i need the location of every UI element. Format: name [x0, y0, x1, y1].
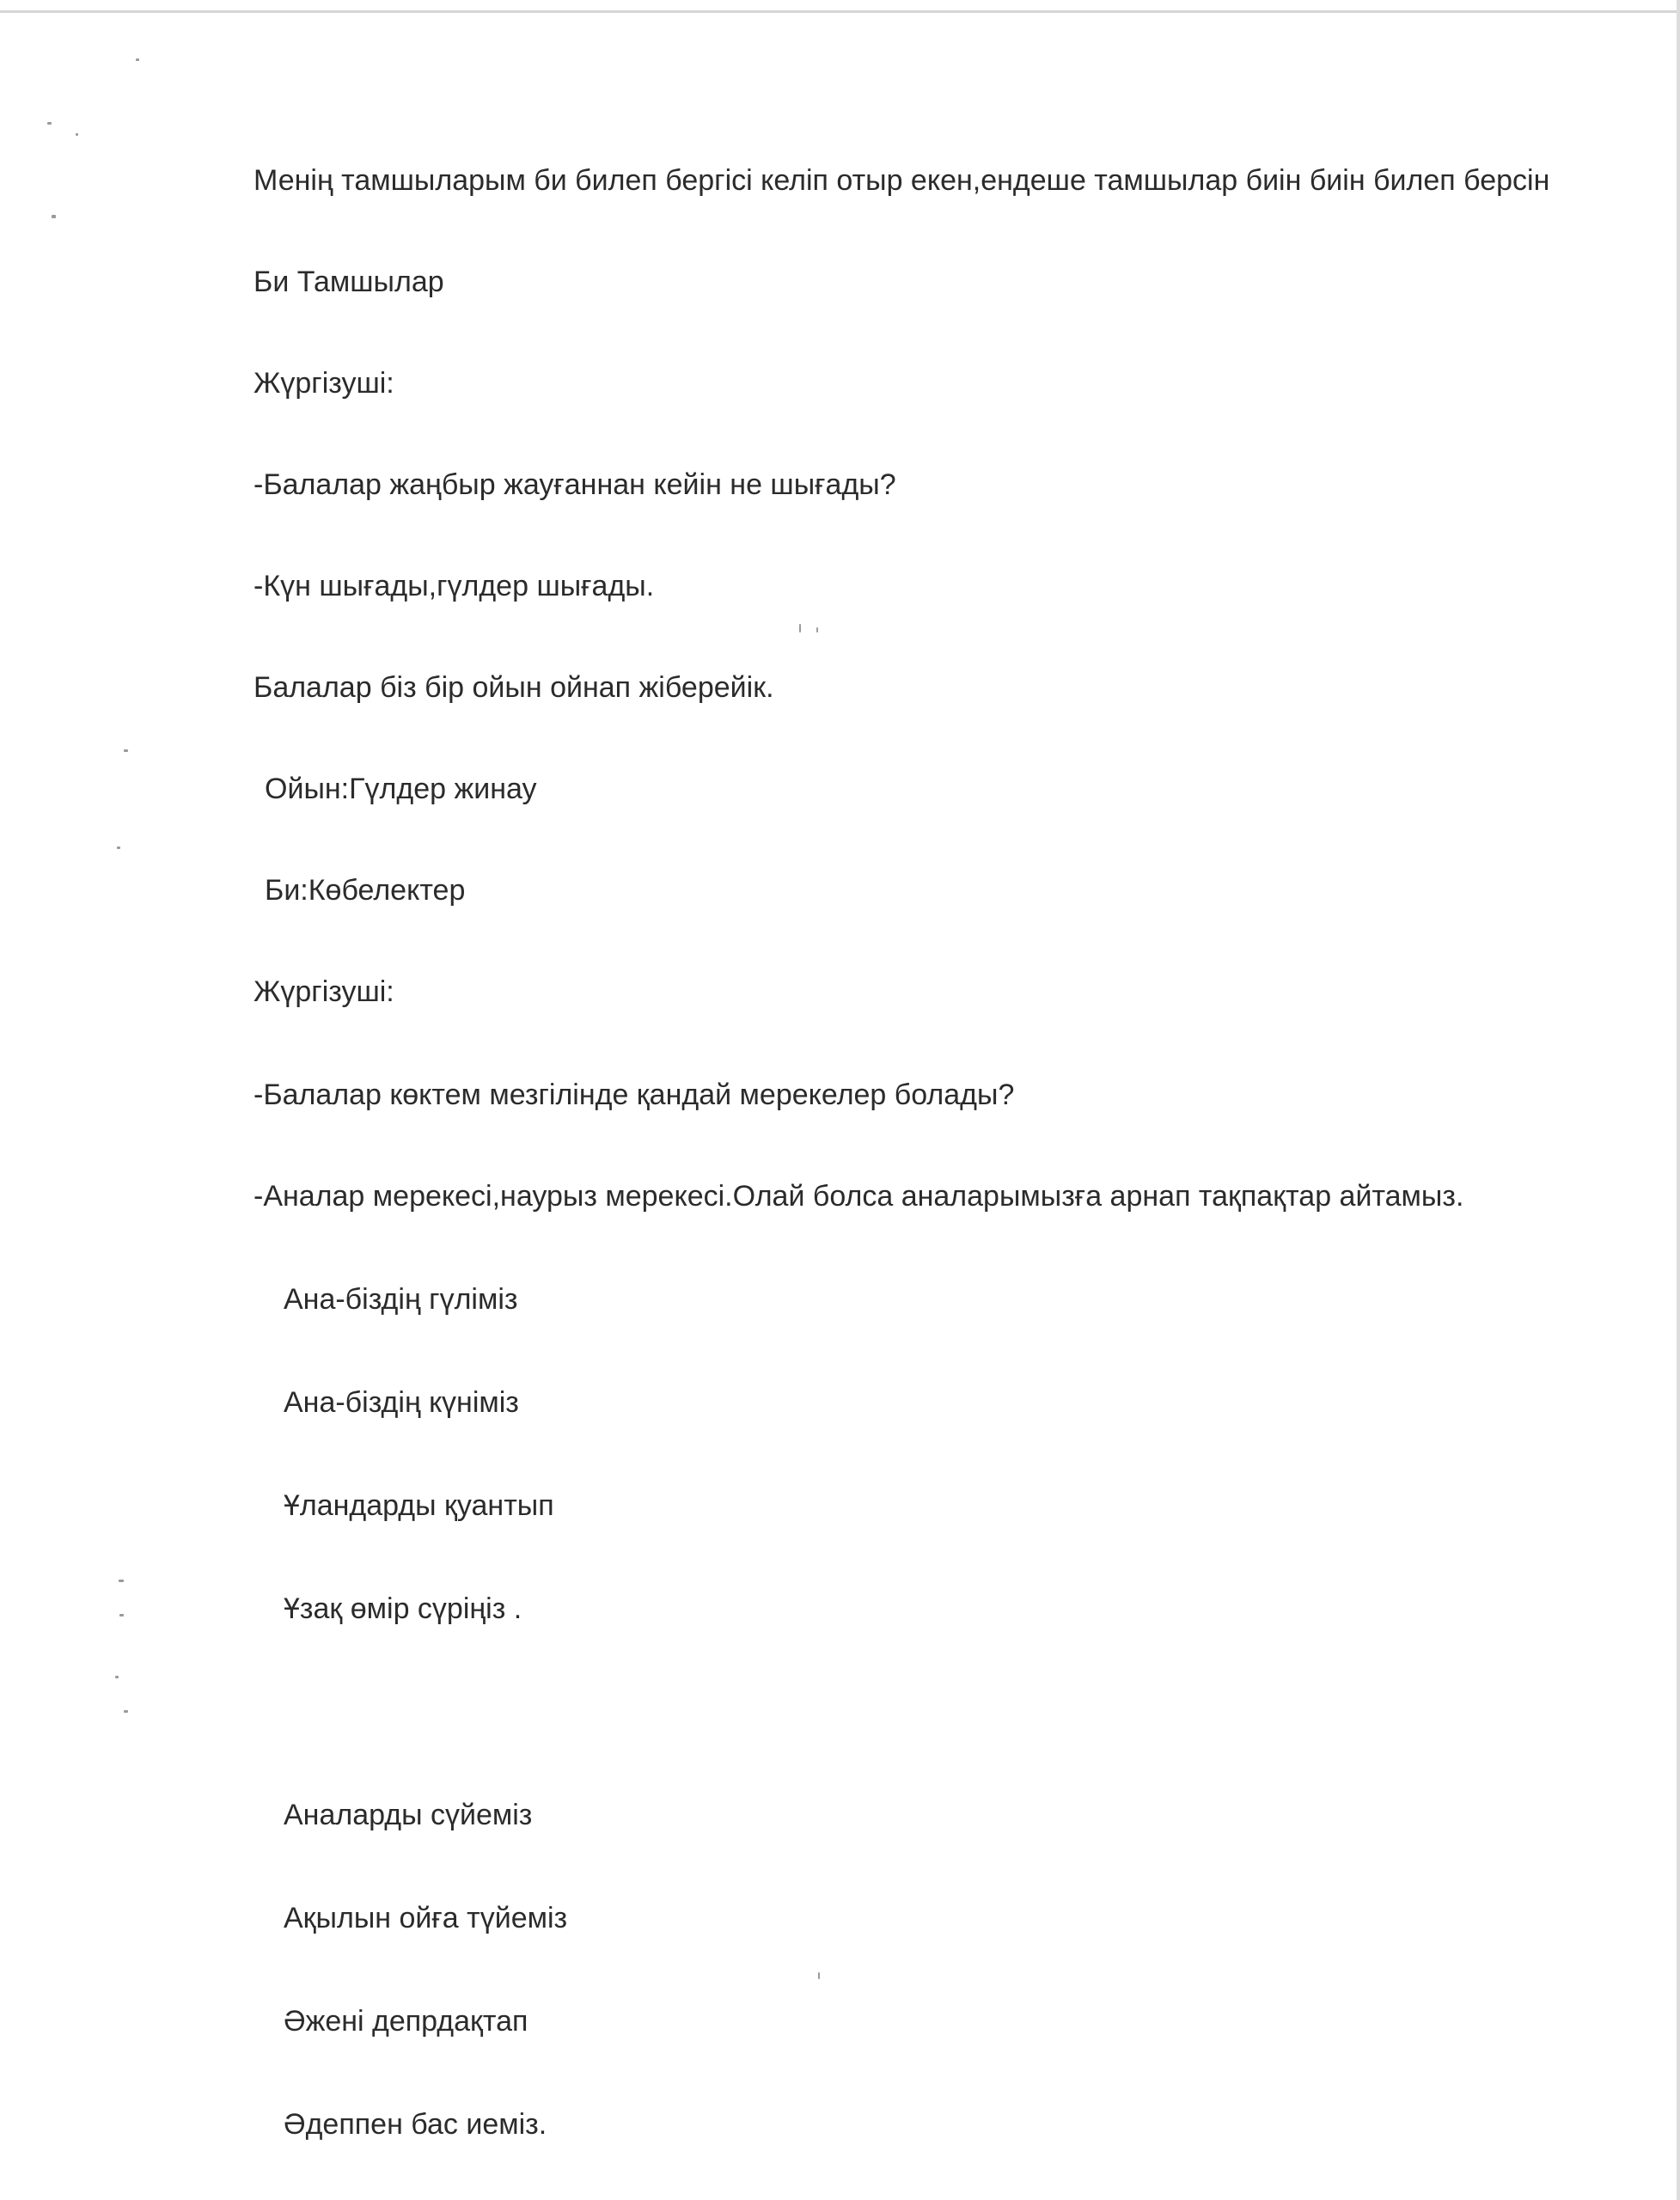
scan-speck — [119, 1614, 124, 1616]
scan-speck — [52, 215, 56, 218]
scan-speck — [124, 1710, 128, 1713]
scan-speck — [816, 627, 818, 632]
scan-speck — [117, 846, 120, 849]
scan-speck — [124, 749, 128, 752]
scan-speck — [115, 1676, 119, 1678]
text-line: Би:Көбелектер — [265, 874, 466, 907]
scan-speck — [799, 624, 801, 632]
text-line: Жүргізуші: — [254, 975, 394, 1008]
text-line: -Күн шығады,гүлдер шығады. — [254, 570, 655, 602]
text-line: Ақылын ойға түйеміз — [284, 1902, 568, 1934]
text-line: Аналарды сүйеміз — [284, 1799, 533, 1831]
text-line: Жүргізуші: — [254, 367, 394, 400]
text-line: Ана-біздің гүліміз — [284, 1283, 518, 1316]
scan-edge-right — [1677, 0, 1680, 2200]
scan-edge-top — [0, 10, 1680, 13]
text-line: Би Тамшылар — [254, 266, 444, 298]
text-line: -Балалар көктем мезгілінде қандай мерекелер болады? — [254, 1079, 1015, 1111]
scan-speck — [818, 1972, 820, 1979]
text-line: Ұландарды қуантып — [284, 1489, 554, 1522]
scan-speck — [136, 58, 139, 61]
text-line: Ойын:Гүлдер жинау — [265, 773, 537, 805]
text-line: Балалар біз бір ойын ойнап жіберейік. — [254, 671, 774, 704]
scan-speck — [47, 122, 52, 125]
text-line: Менің тамшыларым би билеп бергісі келіп отыр екен,ендеше тамшылар биін биін билеп берсін — [254, 164, 1550, 197]
text-line: -Аналар мерекесі,наурыз мерекесі.Олай болса аналарымызға арнап тақпақтар айтамыз. — [254, 1180, 1464, 1213]
text-line: Әдеппен бас иеміз. — [284, 2108, 547, 2141]
text-line: Ұзақ өмір сүріңіз . — [284, 1592, 522, 1625]
scan-speck — [76, 133, 78, 136]
text-line: -Балалар жаңбыр жауғаннан кейін не шығады? — [254, 468, 896, 501]
text-line: Әжені депрдақтап — [284, 2005, 528, 2038]
scan-speck — [119, 1580, 124, 1582]
text-line: Ана-біздің күніміз — [284, 1386, 519, 1419]
